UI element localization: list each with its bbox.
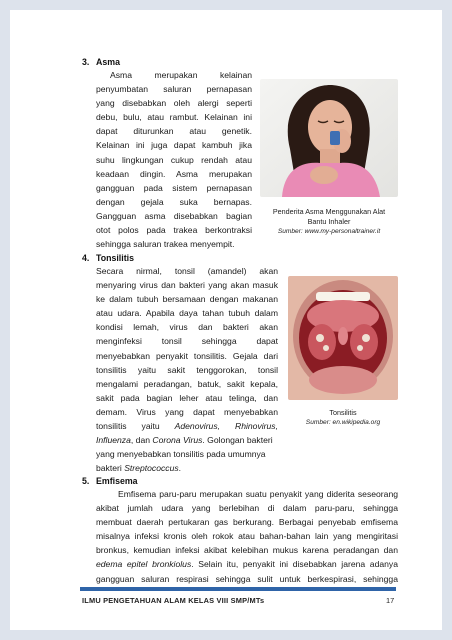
body-line: Kelainan ini juga dapat kambuh jika xyxy=(96,140,252,151)
body-line: kondisi lemah, virus dan bakteri akan xyxy=(96,322,278,333)
body-line: otot polos pada trakea berkontraksi xyxy=(96,225,252,236)
body-line: gangguan pada sistem pernapasan xyxy=(96,182,252,193)
section-4-body xyxy=(96,264,278,475)
body-line: menyaring virus dan bakteri yang akan masuk xyxy=(96,280,278,291)
caption-line: Penderita Asma Menggunakan Alat xyxy=(272,207,386,216)
tonsillitis-figure-caption xyxy=(286,408,400,428)
section-3-number: 3. xyxy=(82,57,90,67)
section-5-title: Emfisema xyxy=(96,476,138,486)
body-line: misalnya infeksi kronis oleh rokok atau bahan-bahan lain yang mengiritasi xyxy=(96,531,398,542)
body-line: akibat jumlah udara yang berlebihan di dalam paru-paru, sehingga xyxy=(96,503,398,514)
body-line: mengalami peradangan, batuk, sakit kepala, xyxy=(96,378,278,389)
body-line: yang menyebabkan tonsilitis pada umumnya xyxy=(96,449,266,460)
body-line: penyumbatan saluran pernapasan xyxy=(96,84,252,95)
body-line: yang disebabkan oleh alergi seperti xyxy=(96,98,252,109)
body-line: Influenza, dan Corona Virus. Golongan bakteri xyxy=(96,435,273,446)
section-5-number: 5. xyxy=(82,476,90,486)
body-line: bakteri Streptococcus. xyxy=(96,463,182,474)
body-line: debu, bulu, atau rambut. Kelainan ini xyxy=(96,112,252,123)
footer-divider xyxy=(80,587,396,591)
body-line: bronkus, kemudian infeksi akibat kelebihan mukus karena peradangan dan xyxy=(96,545,398,556)
page-number: 17 xyxy=(386,596,395,605)
section-4-title: Tonsilitis xyxy=(96,253,134,263)
caption-line: Bantu Inhaler xyxy=(307,217,351,226)
caption-source: Sumber: en.wikipedia.org xyxy=(305,419,381,426)
body-line: edema epitel bronkiolus. Selain itu, penyakit ini disebabkan jarena adanya xyxy=(96,559,398,570)
body-line: atau udara. Apabila daya tahan tubuh dalam xyxy=(96,308,278,319)
body-line: keadaan dingin. Asma merupakan xyxy=(96,168,252,179)
body-line: tonsilitis yaitu Adenovirus, Rhinovirus, xyxy=(96,421,278,432)
section-5-body xyxy=(96,487,398,586)
body-line: membuat daerah pertukaran gas berkurang. Berbagai penyebab emfisema xyxy=(96,517,398,528)
body-line: dengan gejala suka bernapas. xyxy=(96,196,252,207)
section-3-title: Asma xyxy=(96,57,120,67)
body-line: suhu lingkungan cukup rendah atau xyxy=(96,154,252,165)
asthma-inhaler-photo xyxy=(260,79,398,197)
section-4-number: 4. xyxy=(82,253,90,263)
section-3-body xyxy=(96,68,252,251)
body-line: gangguan saluran respirasi sehingga sulit untuk berkespirasi, sehingga xyxy=(96,573,398,584)
body-line: Asma merupakan kelainan xyxy=(110,70,252,80)
body-line: tonsilitis yaitu sakit tenggorokan, tonsil xyxy=(96,364,278,375)
body-line: sehingga saluran trakea menyempit. xyxy=(96,239,235,250)
body-line: menginfeksi tonsil sehingga dapat xyxy=(96,336,278,347)
body-line: dapat diturunkan atau genetik. xyxy=(96,126,252,137)
body-line: Emfisema paru-paru merupakan suatu penyakit yang diderita seseorang xyxy=(118,489,398,499)
caption-source: Sumber: www.my-personaltrainer.it xyxy=(277,228,381,235)
asthma-figure-caption xyxy=(258,207,400,237)
caption-line: Tonsilitis xyxy=(329,408,357,417)
body-line: demam. Virus yang dapat menyebabkan xyxy=(96,406,278,417)
body-line: ke dalam tubuh bersamaan dengan makanan xyxy=(96,294,278,305)
body-line: menyebabkan penyakit tonsilitis. Gejala dari xyxy=(96,350,278,361)
body-line: Secara nirmal, tonsil (amandel) akan xyxy=(96,266,278,276)
body-line: Gangguan asma disebabkan bagian xyxy=(96,210,252,221)
body-line: sakit pada bagian leher atau telinga, dan xyxy=(96,392,278,403)
footer-book-title: ILMU PENGETAHUAN ALAM KELAS VIII SMP/MTs xyxy=(82,596,265,605)
tonsillitis-photo xyxy=(288,276,398,400)
